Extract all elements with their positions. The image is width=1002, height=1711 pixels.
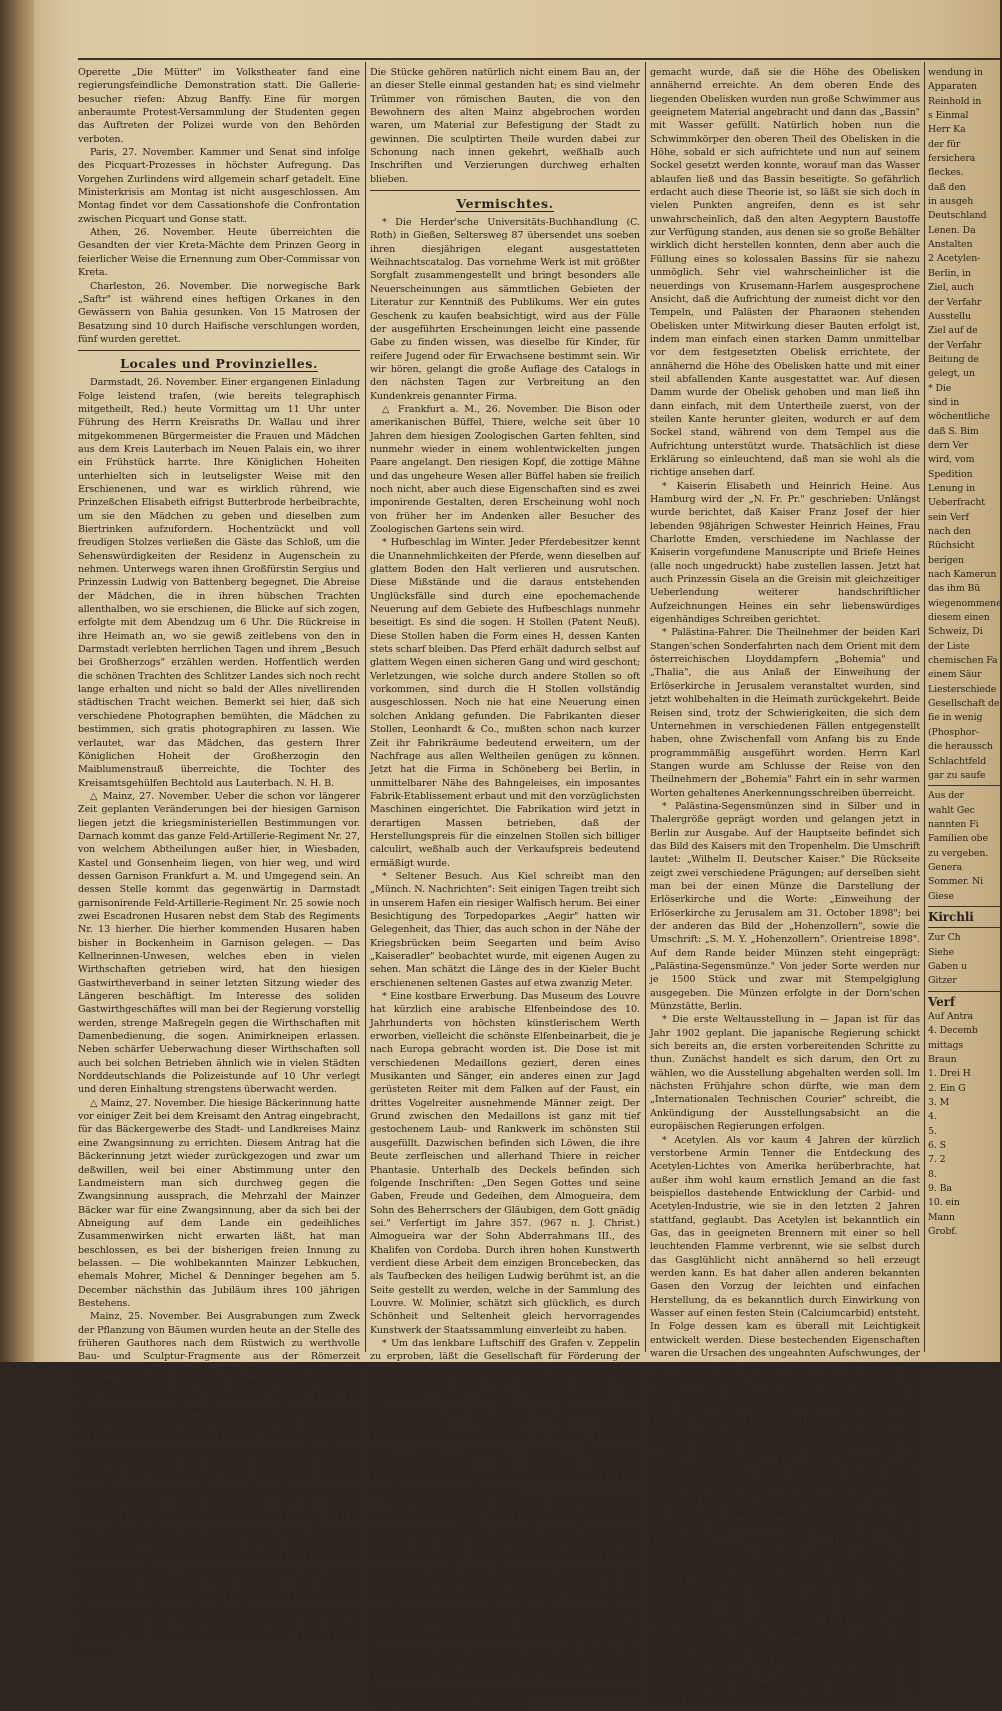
cut-off-text-line: wahlt Gec [928, 804, 975, 816]
section-rule [928, 991, 1000, 992]
cut-off-text-line: Grobf. [928, 1226, 958, 1238]
news-paragraph: Paris, 27. November. Kammer und Senat sind infolge des Picquart-Prozesses in höchster Aufregung. Das Vorgehen Zurlindens wird allgemein scharf getadelt. Eine Ministerkrisis am Montag ist nicht ausgeschlossen. Am Montag findet vor dem Cassationshofe die Confrontation zwischen Picquart und Gonse statt. [78, 147, 360, 225]
cut-off-text-line: Gesellschaft de [928, 698, 1000, 710]
cut-off-text-line: chemischen Fa [928, 655, 998, 667]
cut-off-text-line: Schlachtfeld [928, 755, 987, 767]
news-paragraph: * Acetylen. Als vor kaum 4 Jahren der kürzlich verstorbene Armin Tenner die Entdeckung des Acetylen-Lichtes von Amerika herüberbrachte, hat außer ihm wohl kaum ernstlich Jemand an die fast beispiellos dastehende Entwicklung der Carbid- und Acetylen-Industrie, wie sie in den letzten 2 Jahren stattfand, geglaubt. Das Acetylen ist bekanntlich ein Gas, das in geeigneten Brennern mit einer so hell leuchtenden Flamme verbrennt, wie sie selbst durch das Gasglühlicht nicht annähernd so hell erzeugt werden kann. Es hat daher allen anderen bekannten Gasen den Vorzug der leichten und einfachen Herstellung, da es bekanntlich durch Einwirkung von Wasser auf einen festen Stein (Calciumcarbid) entsteht. In Folge dessen kam es überall mit Leichtigkeit entwickelt werden. Diese bestechenden Eigenschaften waren die Ursachen des ungeahnten Aufschwunges, der sich alsbald mit großem Eifer auf die industrielle Ausbeutung dieses „neuen Lichtes der Zukunft" zu werfen. Leider waren die Unternehmen anfänglich in allzu großer Zahl vorhanden. Die Folgen davon sind bekannt. Mit diese brennbare Gase, so kann auch das Acetylen unter gewissen Bedingungen zu mehr oder weniger heftigen Explosionen gebracht werden. Da diese Bedingungen bei der Neuheit der Acetylenverwendung nicht genügend studirt waren, konnte man bald überall von zum Theil sehr heftigen Acetylen-Explosionen hören, welche leider oft genug den Tod von Menschenleben bewirkten. Die Folge davon war, daß, wie in vielen Ländern, so auch in Deutschland, drakonische Gesetze und Polizeiverordnungen erlassen wurden, welche die Anwendung von Acetylen derartig erschwerten, daß man in weiten Kreisen, zumal bei den übergroßen Aengstlichkeit des Publikums, über das gefährliche Acetylenlicht zur Tagesordnung überging. Die Möglichkeit seiner allgemeinen Einführung schien ausgeschlossen. Diese Unterdrückung schien dem Acetylen zum Segen gereichen. Eine gar nicht so kleine Schaar begeisterter und berufener Anhänger arbeitete im Stillen eifrig an der technischen Ausbildung der Erzeugung und Verwerthung des Acetylenlichts. Es gelang bald, die Bedingungen seiner rationellen An- [650, 1134, 920, 1706]
section-rule [928, 927, 1000, 928]
cut-off-text-line: die heraussch [928, 741, 993, 753]
cut-off-text-line: 7. 2 [928, 1154, 946, 1166]
cut-off-text-line: Liesterschiede [928, 683, 997, 695]
cut-off-text-line: 2. Ein G [928, 1082, 966, 1094]
cut-off-text-line: mittags [928, 1039, 964, 1051]
cut-off-text-line: der Liste [928, 640, 970, 652]
column-4-cut-off [928, 66, 1000, 1346]
cut-off-text-line: Beitung de [928, 353, 979, 365]
cut-off-text-line: Sommer. Ni [928, 876, 984, 888]
section-heading [370, 196, 640, 212]
cut-off-text-line: der Verfahr [928, 296, 982, 308]
news-paragraph: Operette „Die Mütter" im Volkstheater fand eine regierungsfeindliche Demonstration statt. Die Gallerie-besucher riefen: Abzug Banffy. Eine für morgen anberaumte Protest-Versammlung der Studenten gegen das Auftreten der Polizei wurde von den Behörden verboten. [78, 67, 360, 145]
cut-off-text-line: sind in [928, 396, 960, 408]
cut-off-text-line: gar zu saufe [928, 769, 986, 781]
cut-off-text-line: wird, vom [928, 454, 975, 466]
cut-off-text-line: Gitzer [928, 975, 957, 987]
news-paragraph: * Die Aufrichtung der Obelisken, jener Steinkolosse aus der Pharaonenzeit, muß den alten Aegyptern ganz außerordentliche Mühe gemacht haben, weil ihnen keinerlei für diesen Zweck brauchbare Hilfsmittel zur Verfügung standen. Man hat sich lange Zeit darüber gewundert, daß den Aegyptern überhaupt die Bewältigung einer solchen Aufgabe gelungen ist und haben viele Muthmaßungen aufgestellt, welcher Mittel und Wege sie sich bedient haben. Eine sehr hübsche Lösung des Problems glaubt Arnoudeau gefunden zu haben, der annimmt, daß die Aufrichtung so gewaltiger Steinmassen den Aegyptern nur mit Hilfe der Austriebskraft des Wassers möglich gewesen sein wäre. Nach seiner Ansicht wurde der Obelisk an seinem Standort gebracht und dann eine Art von Umfriedung rund herum errichtet, die so hoch [370, 1498, 640, 1710]
cut-off-text-line: Mann [928, 1211, 955, 1223]
cut-off-text-line: das ihm Bü [928, 583, 981, 595]
cut-off-text-line: Ziel, auch [928, 282, 974, 294]
cut-off-text-line: fie in wenig [928, 712, 983, 724]
cut-off-text-line: Giese [928, 890, 954, 902]
cut-off-text-line: 5. [928, 1125, 937, 1137]
cut-off-text-line: dern Ver [928, 439, 969, 451]
cut-off-text-line: s Einmal [928, 110, 969, 122]
cut-off-text-line: Gaben u [928, 960, 967, 972]
cut-off-text-line: Verf [928, 994, 955, 1009]
cut-off-text-line: Ziel auf de [928, 325, 978, 337]
cut-off-text-line: (Phosphor- [928, 726, 979, 738]
cut-off-text-line: Spedition [928, 468, 973, 480]
cut-off-text-line: 9. Ba [928, 1183, 952, 1195]
cut-off-text-line: 1. Drei H [928, 1068, 971, 1080]
cut-off-text-line: nannten Fi [928, 818, 979, 830]
cut-off-text-line: Rüchsicht [928, 540, 975, 552]
section-heading-text: Vermischtes. [456, 196, 554, 212]
cut-off-text-line: der für [928, 138, 961, 150]
cut-off-text-line: der Verfahr [928, 339, 982, 351]
news-paragraph: * Palästina-Segensmünzen sind in Silber und in Thalergröße geprägt worden und gelangen jetzt in Berlin zur Ausgabe. Auf der Hauptseite befindet sich das Bild des Kaisers mit den Tropenhelm. Die Umschrift lautet: „Wilhelm II. Deutscher Kaiser." Die Rückseite zeigt zwei verschiedene Prägungen; auf derselben sieht man bei der einen Münze die Darstellung der Erlöserkirche und die Worte: „Einweihung der Erlöserkirche zu Jerusalem am 31. October 1898"; bei der anderen das Bild der „Hohenzollern", sowie die Umschrift: „S. M. Y. „Hohenzollern". Orientreise 1898". Auf dem Rande beider Münzen steht eingeprägt: „Palästina-Segensmünze." Von jeder Sorte werden nur je 1500 Stück und zwar mit Stempelgiglung ausgegeben. Die Münzen erfolgte in der Dorn'schen Münzstätte, Berlin. [650, 800, 920, 1013]
cut-off-text-line: Auf Antra [928, 1011, 974, 1022]
cut-off-text-line: gelegt, un [928, 368, 975, 380]
section-heading [78, 356, 360, 372]
cut-off-text-line: Schweiz, Di [928, 626, 983, 638]
cut-off-text-line: Aus der [928, 790, 964, 802]
cut-off-text-line: 8. [928, 1168, 937, 1180]
news-paragraph: * Hufbeschlag im Winter. Jeder Pferdebesitzer kennt die Unannehmlichkeiten der Pferde, wenn dieselben auf glattem Boden den Halt verlieren und ausrutschen. Diese Mißstände und die daraus entstehenden Unglücksfälle sind durch eine epochemachende Neuerung auf dem Gebiete des Hufbeschlags nunmehr beseitigt. Es sind die sogen. H Stollen (Patent Neuß). Diese Stollen haben die Form eines H, dessen Kanten stets scharf bleiben. Das Pferd erhält dadurch selbst auf glattem Wegen einen sicheren Gang und wird geschont; Verletzungen, wie solche durch andere Stollen so oft vorkommen, sind durch die H Stollen vollständig ausgeschlossen. Noch nie hat eine Neuerung einen solchen Anklang gefunden. Die Fabrikanten dieser Stollen, Leonhardt & Co., mußten schon nach kurzer Zeit ihr Fabrikräume bedeutend erweitern, um der Nachfrage aus allen Weltheilen genügen zu können. Jetzt hat die Firma in Schöneberg bei Berlin, in unmittelbarer Nähe des Bahngeleises, ein imposantes Fabrik-Etablissement erbaut und mit den vorzüglichsten Maschinen eingerichtet. Die Fabrikation wird jetzt in derartigen Massen betrieben, daß der Herstellungspreis für die einzelnen Stollen sich billiger calculirt, weßhalb auch der Verkaufspreis bedeutend ermäßigt wurde. [370, 537, 640, 869]
news-paragraph: Athen, 26. November. Heute überreichten die Gesandten der vier Kreta-Mächte dem Prinzen Georg in feierlicher Weise die Ernennung zum Ober-Commissar von Kreta. [78, 227, 360, 279]
section-heading-text: Locales und Provinzielles. [120, 356, 318, 372]
cut-off-text-line: wendung in [928, 67, 983, 78]
book-binding-edge [0, 0, 34, 1362]
cut-off-text-line: zu vergeben. [928, 847, 989, 859]
cut-off-text-line: nach den [928, 526, 971, 537]
cut-off-text-line: 4. Decemb [928, 1025, 978, 1037]
cut-off-text-line: in ausgeh [928, 196, 974, 208]
news-paragraph: Darmstadt, 26. November. Einer ergangenen Einladung Folge leistend trafen, (wie bereits telegraphisch mitgetheilt, Red.) heute Vormittag um 11 Uhr unter Führung des Herrn Kreisraths Dr. Wallau und ihrer mitgekommenen Bürgermeister die Frauen und Mädchen aus dem Kreis Lauterbach im Neuen Palais ein, wo ihrer ein Frühstück harrte. Ihre Königlichen Hoheiten unterhielten sich in leutseligster Weise mit den Erschienenen, und war es wirklich rührend, wie Prinzeßchen Elisabeth eifrigst Butterbrode herbeibrachte, um sie den Mädchen zu geben und dieselben zum Biertrinken aufzufordern. Hochentzückt und voll freudigen Stolzes verließen die Gäste das Schloß, um die Sehenswürdigkeiten der Residenz in Augenschein zu nehmen. Unterwegs waren ihnen Großfürstin Sergius und Prinzessin Ludwig von Battenberg begegnet. Die Abreise der Mädchen, die in ihren hübschen Trachten allenthalben, wo sie erschienen, die Blicke auf sich zogen, erfolgte mit dem Abendzug um 6 Uhr. Die Rückreise in ihre Heimath an, wo sie gewiß zeitlebens von den in Darmstadt verlebten herrlichen Tagen und ihrem „Besuch bei Großherzogs" erzählen werden. Hoffentlich werden die schönen Trachten des Schlitzer Landes sich noch recht lange erhalten und nicht so bald der Alles nivellirenden städtischen Tracht weichen. Bemerkt sei hier, daß sich verschiedene Photographen bemühten, die Mädchen zu bestimmen, sich gratis photographiren zu lassen. Wie verlautet, war das Mädchen, das gestern Ihrer Königlichen Hoheit der Großherzogin den Maiblumenstrauß überreichte, die Tochter des Kreisamtsgehülfen Bechtold aus Lauterbach. N. H. B. [78, 377, 360, 789]
cut-off-text-line: Familien obe [928, 833, 988, 845]
column-divider [645, 62, 646, 1352]
cut-off-text-line: 4. [928, 1111, 937, 1123]
column-3 [650, 66, 920, 1706]
cut-off-text-line: einem Säur [928, 669, 982, 681]
news-paragraph: * Kaiserin Elisabeth und Heinrich Heine. Aus Hamburg wird der „N. Fr. Pr." geschrieben: Unlängst wurde berichtet, daß Kaiser Franz Josef der hier lebenden 98jährigen Schwester Heinrich Heines, Frau Charlotte Emden, verschiedene im Nachlasse der Kaiserin vorgefundene Manuscripte und Briefe Heines (alle noch ungedruckt) habe zustellen lassen. Jetzt hat auch Prinzessin Gisela an die Greisin mit gleichzeitiger Ueberlendung weiterer handschriftlicher Aufzeichnungen Heines ein sehr liebenswürdiges eigenhändiges Schreiben gerichtet. [650, 480, 920, 626]
news-paragraph: Mainz, 25. November. Bei Ausgrabungen zum Zweck der Pflanzung von Bäumen wurden heute an der Stelle des früheren Gauthores nach dem Rüstwich zu werthvolle Bau- und Sculptur-Fragmente aus der Römerzeit ausgefunden. So wurden die Reliefbilder sitzender Figuren, allerdings nur in den unteren Hälften, erhoben. Von außerordentlicher Bedeutung erwies sich die Freilegung einer größeren Strecke einer Mauer, bevor sie völlig ausgebrochen wurde. Hier zeigte sich offenkundig, mit welcher Absichtlichkeit die Bau- und Sculptur-Theile schonend vermauert worden waren; nach der Angriffseite nicht ein Stück mit der Bildseite nach außen gekehrt, sondern alle nach innen oder mindestens in den Lagerflächen verwendet. Man fand ferner Bogensteine mit Architrav-Profilen und Medaillons, die zu weiten Thoreingängen gehörten, Deckplatten und Pfeiler, Stücke von Wandpfeilern mit Cannelüren und Kapitälen, aufsteigende Flachverzierungen, die aus Thyrsusstäben, von Weinreben umwunden, gebildet sind; endlich einen figürlichen Relief, einen Bachus-Rumpf mit einem Ziegenbock darstellend. Die Inschrift mit Sorgfalt hergestellt und an den beiden Enden durch Medaillons mit Genien abgeschlossen. Die Entzifferung wird nicht ohne Schwierigkeit sein, weil ein Quader fehlt; doch ist zu ersehen, daß sich die Inschrift auf die Stadt Mainz bezieht. [78, 1311, 360, 1656]
cut-off-text-line: Ausstellu [928, 310, 971, 322]
cut-off-text-line: Siehe [928, 946, 955, 958]
news-paragraph: * Die Herder'sche Universitäts-Buchhandlung (C. Roth) in Gießen, Seltersweg 87 übersendet uns soeben ihren diesjährigen elegant ausgestatteten Weihnachtscatalog. Das vornehme Werk ist mit größter Sorgfalt zusammengestellt und bringt besonders alle Neuerscheinungen aus sämmtlichen Gebieten der Literatur zur Kenntniß des Publikums. Wer ein gutes Geschenk zu kaufen beabsichtigt, wird aus der Fülle der ausgeführten Erscheinungen leicht eine passende Gabe zu finden wissen, was dieselbe für Kinder, für reifere Jugend oder für Erwachsene bestimmt sein. Wir wir hören, gelangt die große Auflage des Catalogs in den nächsten Tagen zur Verbreitung an den Kundenkreis genannter Firma. [370, 217, 640, 402]
column-divider [365, 62, 366, 1352]
news-paragraph: △ Mainz, 27. November. Ueber die schon vor längerer Zeit geplanten Veränderungen bei der hiesigen Garnison liegen jetzt die kriegsministeriellen Bestimmungen vor. Darnach kommt das ganze Feld-Artillerie-Regiment Nr. 27, von welchem Abtheilungen außer hier, in Wiesbaden, Kastel und Gonsenheim liegen, von hier weg, und wird dessen Garnison Frankfurt a. M. und Umgegend sein. An dessen Stelle kommt das gegenwärtig in Darmstadt garnisonirende Feld-Artillerie-Regiment Nr. 25 sowie noch zwei Escadronen Husaren nebst dem Stab des Regiments Nr. 13 hierher. Die hierher kommenden Husaren haben bisher in Bockenheim in Garnison gelegen. — Das Kellnerinnen-Unwesen, welches eben in vielen Wirthschaften getrieben wird, hat den hiesigen Gastwirtheverband in seiner letzten Sitzung wieder des Längeren beschäftigt. Im Interesse des soliden Gastwirthgeschäftes will man bei der Regierung vorstellig werden, strenge Maßregeln gegen die Wirthschaften mit Damenbedienung, die sogen. Animirkneipen erlassen. Neben schärfer Ueberwachung dieser Wirthschaften soll auch bei solchen Betrieben ähnlich wie in vielen Städten Norddeutschlands die Polizeistunde auf 10 Uhr verlegt und deren Einhaltung strengstens überwacht werden. [78, 790, 360, 1096]
section-rule [928, 906, 1000, 907]
cut-off-text-line: diesem einen [928, 612, 990, 624]
news-paragraph: △ Frankfurt a. M., 26. November. Die Bison oder amerikanischen Büffel, Thiere, welche seit über 10 Jahren dem hiesigen Zoologischen Garten fehlten, sind nunmehr wieder in einem wohlentwickelten jungen Paare angelangt. Den riesigen Kopf, die zottige Mähne und das ungeheure Wesen aller Büffel haben sie freilich noch nicht, aber auch diese Eigenschaften sind es zwei imponirende Gestalten, deren Erscheinung wohl noch von früher her im Andenken aller Besucher des Zoologischen Gartens sein wird. [370, 403, 640, 535]
cut-off-text-line: daß den [928, 181, 966, 193]
cut-off-text-line: sein Verf [928, 511, 969, 523]
news-paragraph: Die Stücke gehören natürlich nicht einem Bau an, der an dieser Stelle einmal gestanden hat; es sind vielmehr Trümmer von römischen Bauten, die von den Bewohnern des alten Mainz abgebrochen worden waren, um Material zur Befestigung der Stadt zu gewinnen. Die sculptirten Theile wurden dabei zur Schonung nach innen gekehrt, weßhalb auch Inschriften und Verzierungen durchweg erhalten blieben. [370, 67, 640, 185]
cut-off-text-line: Zur Ch [928, 932, 961, 944]
section-rule [928, 785, 1000, 786]
cut-off-text-line: wiegenommene [928, 597, 1002, 609]
news-paragraph: * Palästina-Fahrer. Die Theilnehmer der beiden Karl Stangen'schen Sonderfahrten nach dem Orient mit dem österreichischen Lloyddampfern „Bohemia" und „Thalia", die aus Anlaß der Einweihung der Erlöserkirche in Jerusalem veranstaltet wurden, sind jetzt wohlbehalten in die Heimath zurückgekehrt. Beide Reisen sind, trotz der Schwierigkeiten, die sich dem Unternehmen in verschiedenen Fällen entgegenstellt haben, ohne Zwischenfall vom Anfang bis zu Ende programmmäßig ausgeführt worden. Herrn Karl Stangen wurde am Schlusse der Reise von den Theilnehmern der „Bohemia" Fahrt ein in sehr warmen Worten gehaltenes Anerkennungsschreiben überreicht. [650, 627, 920, 799]
cut-off-text-line: Berlin, in [928, 267, 971, 279]
column-divider [924, 62, 925, 1352]
news-paragraph: * Eine kostbare Erwerbung. Das Museum des Louvre hat kürzlich eine arabische Elfenbeindose des 10. Jahrhunderts von höchsten künstlerischem Werth erworben, vielleicht die schönste Elfenbeinarbeit, die je nach Europa gebracht worden ist. Die Dose ist mit verschiedenen Medaillons geziert, deren eines Musikanten und Sänger, ein anderes einen zur Jagd gerüsteten Reiter mit dem Falken auf der Faust, ein drittes Vogelreiter ausnehmende Männer zeigt. Der Grund zwischen den Medaillons ist ganz mit tief gestochenem Laub- und Rankwerk im schönsten Stil ausgefüllt. Dazwischen befinden sich Löwen, die ihre Beute zerfleischen und allerhand Thiere in reicher Phantasie. Unterhalb des Deckels befinden sich folgende Inschriften: „Den Segen Gottes und seine Gaben, Freude und Gedeihen, dem Almogueira, dem Sohn des Beherrschers der Gläubigen, dem Gott gnädig sei." Verfertigt im Jahre 357. (967 n. J. Christ.) Almogueira war der Sohn Abderrahmans III., des Khalifen von Cordoba. Durch ihren hohen Kunstwerth verdient diese Arbeit dem einzigen Broncebecken, das als Taufbecken des heiligen Ludwig berühmt ist, an die Seite gestellt zu werden, welche in der Sammlung des Louvre. W. Molinier, schätzt sich glücklich, es durch Schönheit und Seltenheit gleich hervorragendes Kunstwerk der Staatssammlung einverleibt zu haben. [370, 991, 640, 1336]
section-rule [78, 350, 360, 351]
news-paragraph: * Die erste Weltausstellung in — Japan ist für das Jahr 1902 geplant. Die japanische Regierung schickt sich bereits an, die ersten vorbereitenden Schritte zu thun. Zunächst handelt es sich darum, den Ort zu wählen, wo die Ausstellung abgehalten werden soll. Im nächsten Frühjahre schon dürfte, wie man dem „Internationalen Technischen Courier" schreibt, die Ankündigung der Ausstellungsabsicht an die europäischen Regierungen erfolgen. [650, 1014, 920, 1133]
cut-off-text-line: Kirchli [928, 909, 974, 924]
cut-off-text-line: 6. S [928, 1140, 946, 1152]
cut-off-text-line: Lenen. Da [928, 224, 976, 236]
section-rule [370, 190, 640, 191]
cut-off-text-line: fersichera [928, 153, 976, 165]
cut-off-text-line: Herr Ka [928, 124, 966, 136]
cut-off-text-line: Deutschland [928, 210, 987, 222]
cut-off-text-line: 2 Acetylen- [928, 253, 981, 265]
cut-off-text-line: Reinhold in [928, 95, 982, 107]
cut-off-text-line: Lenung in [928, 482, 976, 494]
cut-off-text-line: berigen [928, 554, 964, 566]
cut-off-text-line: 3. M [928, 1097, 950, 1109]
top-rule [78, 58, 1000, 60]
news-paragraph: * Um das lenkbare Luftschiff des Grafen v. Zeppelin zu erproben, läßt die Gesellschaft für Förderung der Luftschifffahrt in Stuttgart, der ein Capital von einigen hunderttausend Mark zur Verfügung stehen soll, demnächst, laut dem „Staatsanzeiger für Württemberg", in der Nähe bei Manzell einen schwimmenden Schuppen von riesigen Größenverhältnissen herstellen. In diesem Schuppen soll unter Leitung eines Stuttgarter Maschinentechnikers das lenkbare Luftschiff hergestellt und mit diesem alsdann Flugversuche über den Bodensee gemacht werden. [370, 1337, 640, 1496]
cut-off-text-line: daß S. Bim [928, 425, 979, 437]
column-2 [370, 66, 640, 1710]
cut-off-text-line: * Die [928, 382, 952, 394]
cut-off-text-line: 10. ein [928, 1197, 960, 1209]
cut-off-text-line: Ueberfracht [928, 497, 985, 509]
news-paragraph: △ Mainz, 27. November. Die hiesige Bäckerinnung hatte vor einiger Zeit bei dem Kreisamt den Antrag eingebracht, für das Bäckergewerbe des Stadt- und Landkreises Mainz eine Zwangsinnung zu errichten. Diesem Antrag hat die Bäckerinnung jetzt wieder zurückgezogen und zwar um deßwillen, weil bei einer Abstimmung unter den Landmeistern man sich durchweg gegen die Zwangsinnung aussprach, die Mehrzahl der Mainzer Bäcker war für eine Zwangsinnung, aber da sich bei der Abneigung auf dem Lande ein gedeihliches Zusammenwirken nicht erwarten läßt, hat man beschlossen, es bei der bisherigen freien Innung zu belassen. — Die wohlbekannten Mainzer Lebkuchen, ehemals Mohrer, Michel & Denninger begehen am 5. December nächsthin das Jubiläum ihres 100 jährigen Bestehens. [78, 1097, 360, 1309]
cut-off-text-line: Anstalten [928, 239, 973, 251]
news-paragraph: * Seltener Besuch. Aus Kiel schreibt man den „Münch. N. Nachrichten": Seit einigen Tagen treibt sich in unserem Hafen ein riesiger Walfisch herum. Bei einer Besichtigung des Torpedoparkes „Aegir" hatten wir Gelegenheit, das Thier, das auch schon in der Nähe der Kriegsbrücken beim Seegarten und beim Aviso „Kaiseradler" beobachtet wurde, mit eigenen Augen zu sehen. Man schätzt die Länge des in der Kieler Bucht erschienenen seltenen Gastes auf etwa zwanzig Meter. [370, 870, 640, 989]
cut-off-text-line: Genera [928, 861, 963, 873]
cut-off-text-line: nach Kamerun [928, 569, 997, 581]
column-1 [78, 66, 360, 1656]
news-paragraph: gemacht wurde, daß sie die Höhe des Obelisken annähernd erreichte. An dem oberen Ende des liegenden Obelisken wurden nun große Schwimmer aus geeignetem Material angebracht und dann das „Bassin" mit Wasser gefüllt. Natürlich hoben nun die Schwimmkörper den oberen Theil des Obelisken in die Höhe, sobald er sich aufrichtete und nun auf seinem Sockel gesetzt werden konnte, worauf man das Wasser ablaufen ließ und das Bassin beseitigte. So gefährlich erdacht auch diese Theorie ist, so läßt sie sich doch in vielen Punkten angreifen, denn es ist sehr unwahrscheinlich, daß den alten Aegyptern Baustoffe zur Verfügung standen, aus denen sie so große Behälter wirklich dicht herstellen konnten, denn aber auch die Füllung eines so kolossalen Bassins für sie nahezu unmöglich. Sehr viel wahrscheinlicher ist die neuerdings von Krusemann-Harlem ausgesprochene Ansicht, daß die Aufrichtung der zumeist dicht vor den Tempeln, und Palästen der Pharaonen stehenden Obelisken unter Mitwirkung dieser Bauten erfolgt ist, indem man einfach einen starken Damm unmittelbar vor dem festgesetzten Obelisk errichtete, der annähernd die Höhe des Obelisken hatte und mit einer steil abfallenden Kante ausgestattet war. Auf diesen Damm wurde der Obelisk gehoben und man ließ ihn dann einfach, mit dem Untertheile zuerst, von der steilen Kante herunter gleiten, wodurch er auf dem Sockel stand, während von dem Tempel aus die Aufrichtung unterstützt wurde. Thatsächlich ist diese Erklärung so einleuchtend, daß man sie wohl als die richtige ansehen darf. [650, 67, 920, 479]
cut-off-text-line: Braun [928, 1054, 957, 1066]
news-paragraph: Charleston, 26. November. Die norwegische Bark „Saftr" ist während eines heftigen Orkanes in den Gewässern von Bahia gesunken. Von 15 Matrosen der Besatzung sind 10 durch Haifische verschlungen worden, fünf wurden gerettet. [78, 280, 360, 345]
cut-off-text-line: wöchentliche [928, 411, 990, 423]
cut-off-text-line: Apparaten [928, 81, 977, 93]
cut-off-text-line: fleckes. [928, 167, 964, 179]
